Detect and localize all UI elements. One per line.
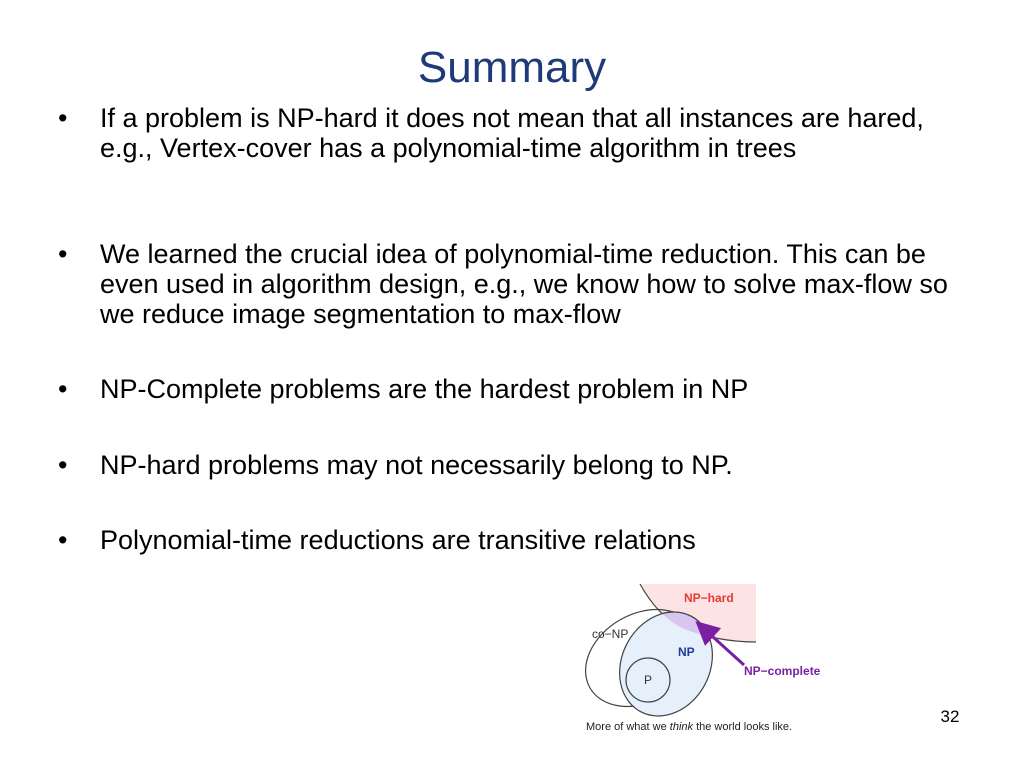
figure-caption-emphasis: think — [669, 721, 694, 733]
bullet-item — [58, 450, 978, 480]
page-number: 32 — [940, 707, 960, 726]
bullet-text: NP-hard problems may not necessarily belong to NP. — [100, 450, 733, 480]
bullet-text: We learned the crucial idea of polynomial-time reduction. This can be even used in algorithm design, e.g., we know how to solve max-flow so we reduce image segmentation to max-flow — [100, 239, 948, 329]
np-hard-label: NP−hard — [684, 591, 734, 605]
bullet-item — [58, 103, 978, 163]
bullet-item — [58, 239, 978, 329]
np-label: NP — [678, 645, 695, 659]
bullet-text: If a problem is NP-hard it does not mean that all instances are hared, e.g., Vertex-cover has a polynomial-time algorithm in trees — [100, 103, 924, 163]
bullet-text: Polynomial-time reductions are transitive relations — [100, 525, 696, 555]
bullet-text: NP-Complete problems are the hardest problem in NP — [100, 374, 749, 404]
figure-caption — [586, 721, 792, 733]
figure-caption-start: More of what we — [586, 721, 670, 733]
co-np-label: co−NP — [592, 627, 629, 641]
p-label: P — [644, 673, 653, 687]
slide-title: Summary — [417, 43, 607, 92]
figure-caption-end: the world looks like. — [693, 721, 793, 733]
bullet-item — [58, 374, 978, 404]
bullet-marker: • — [58, 525, 68, 555]
complexity-diagram — [578, 584, 848, 742]
bullet-marker: • — [58, 239, 68, 269]
bullet-marker: • — [58, 450, 68, 480]
bullet-item — [58, 525, 978, 555]
np-complete-label: NP−complete — [744, 664, 821, 678]
bullet-marker: • — [58, 374, 68, 404]
bullet-marker: • — [58, 103, 68, 133]
complexity-classes-figure — [578, 584, 848, 742]
